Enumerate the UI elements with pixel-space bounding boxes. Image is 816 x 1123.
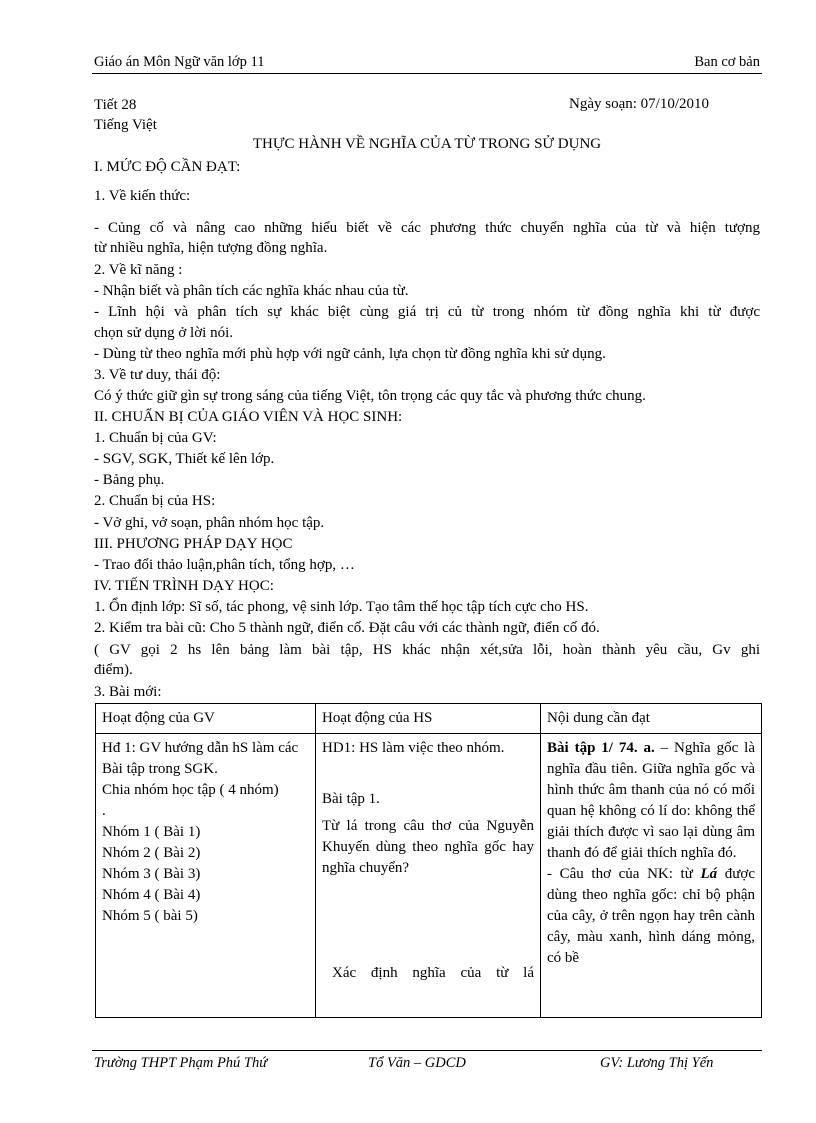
answer-2-start: - Câu thơ của NK: từ: [547, 866, 701, 882]
exercise-task: Xác định nghĩa của từ lá: [332, 965, 534, 981]
table-header-cell: Hoạt động của HS: [316, 704, 541, 734]
paragraph-line: - Dùng từ theo nghĩa mới phù hợp với ngữ cảnh, lựa chọn từ đồng nghĩa khi sử dụng.: [94, 346, 606, 362]
lesson-subject: Tiếng Việt: [94, 117, 157, 133]
subheading: 3. Bài mới:: [94, 684, 162, 700]
section-heading: IV. TIẾN TRÌNH DẠY HỌC:: [94, 578, 274, 594]
footer-school: Trường THPT Phạm Phú Thứ: [94, 1055, 268, 1071]
subheading: 2. Về kĩ năng :: [94, 262, 183, 278]
group-intro: Chia nhóm học tập ( 4 nhóm): [102, 782, 279, 798]
paragraph-line: - Lĩnh hội và phân tích sự khác biệt cùng giá trị củ từ trong nhóm từ đồng nghĩa khi từ được: [94, 304, 760, 320]
group-item: Nhóm 4 ( Bài 4): [102, 887, 201, 903]
answer-2-end: được dùng theo nghĩa gốc: chỉ bộ phận của cây, ở trên ngọn hay trên cành cây, màu xanh, hình dáng mỏng, có bề: [547, 866, 755, 966]
paragraph-line: 1. Ổn định lớp: Sĩ số, tác phong, vệ sinh lớp. Tạo tâm thế học tập tích cực cho HS.: [94, 599, 589, 615]
teacher-activity-cell: [96, 734, 316, 1018]
exercise-answer-title: Bài tập 1/ 74. a.: [547, 740, 655, 756]
exercise-answer-text: – Nghĩa gốc là nghĩa đầu tiên. Giữa nghĩa gốc và hình thức âm thanh của nó có mối quan hệ không có lí do: không thể giải thích được vì sao lại dùng âm thanh đó để giải thích nghĩa đó.: [547, 740, 755, 861]
exercise-label: Bài tập 1.: [322, 791, 380, 807]
section-heading: II. CHUẨN BỊ CỦA GIÁO VIÊN VÀ HỌC SINH:: [94, 409, 403, 425]
paragraph-line: điểm).: [94, 662, 133, 678]
section-heading: III. PHƯƠNG PHÁP DẠY HỌC: [94, 536, 293, 552]
exercise-question: Từ lá trong câu thơ của Nguyễn Khuyến dùng theo nghĩa gốc hay nghĩa chuyển?: [322, 818, 534, 876]
dot: .: [102, 803, 106, 819]
table-row: [96, 734, 762, 1018]
footer-teacher: GV: Lương Thị Yến: [600, 1055, 714, 1071]
footer-dept: Tổ Văn – GDCD: [368, 1055, 466, 1071]
table-header-cell: Hoạt động của GV: [96, 704, 316, 734]
paragraph-line: ( GV gọi 2 hs lên bảng làm bài tập, HS khác nhận xét,sửa lỗi, hoàn thành yêu cầu, Gv ghi: [94, 642, 760, 658]
subheading: 2. Chuẩn bị của HS:: [94, 493, 216, 509]
teacher-intro: Hđ 1: GV hướng dẫn hS làm các Bài tập trong SGK.: [102, 740, 299, 777]
group-item: Nhóm 1 ( Bài 1): [102, 824, 201, 840]
footer-rule: [92, 1050, 762, 1051]
student-intro: HD1: HS làm việc theo nhóm.: [322, 740, 505, 756]
subheading: 1. Chuẩn bị của GV:: [94, 430, 217, 446]
header-rule: [92, 73, 762, 74]
exercise-answer-2: [547, 864, 755, 969]
prep-date: Ngày soạn: 07/10/2010: [569, 96, 709, 112]
section-heading: I. MỨC ĐỘ CẦN ĐẠT:: [94, 159, 241, 175]
list-item: - Bảng phụ.: [94, 472, 165, 488]
list-item: - Vở ghi, vở soạn, phân nhóm học tập.: [94, 515, 325, 531]
paragraph-line: từ nhiều nghĩa, hiện tượng đồng nghĩa.: [94, 240, 328, 256]
answer-2-word: Lá: [700, 866, 718, 882]
lesson-period: Tiết 28: [94, 97, 137, 113]
list-item: - SGV, SGK, Thiết kế lên lớp.: [94, 451, 275, 467]
group-item: Nhóm 2 ( Bài 2): [102, 845, 201, 861]
paragraph-line: 2. Kiểm tra bài cũ: Cho 5 thành ngữ, điển cố. Đặt câu với các thành ngữ, điển cố đó.: [94, 620, 600, 636]
header-right: Ban cơ bản: [694, 54, 760, 70]
table-header-cell: Nội dung cần đạt: [541, 704, 762, 734]
subheading: 1. Về kiến thức:: [94, 188, 191, 204]
subheading: 3. Về tư duy, thái độ:: [94, 367, 221, 383]
list-item: - Trao đổi thảo luận,phân tích, tổng hợp, …: [94, 557, 355, 573]
paragraph-line: - Nhận biết và phân tích các nghĩa khác nhau của từ.: [94, 283, 409, 299]
group-item: Nhóm 5 ( bài 5): [102, 908, 198, 924]
content-cell: [541, 734, 762, 1018]
lesson-table: [95, 703, 762, 1018]
group-item: Nhóm 3 ( Bài 3): [102, 866, 201, 882]
page-title: THỰC HÀNH VỀ NGHĨA CỦA TỪ TRONG SỬ DỤNG: [252, 136, 602, 152]
header-left: Giáo án Môn Ngữ văn lớp 11: [94, 54, 265, 70]
exercise-answer: [547, 738, 755, 864]
table-header-row: [96, 704, 762, 734]
paragraph-line: chọn sử dụng ở lời nói.: [94, 325, 233, 341]
student-activity-cell: [316, 734, 541, 1018]
paragraph-line: - Củng cố và nâng cao những hiểu biết về các phương thức chuyển nghĩa của từ và hiện tượng: [94, 220, 760, 236]
paragraph-line: Có ý thức giữ gìn sự trong sáng của tiếng Việt, tôn trọng các quy tắc và phương thức chung.: [94, 388, 646, 404]
